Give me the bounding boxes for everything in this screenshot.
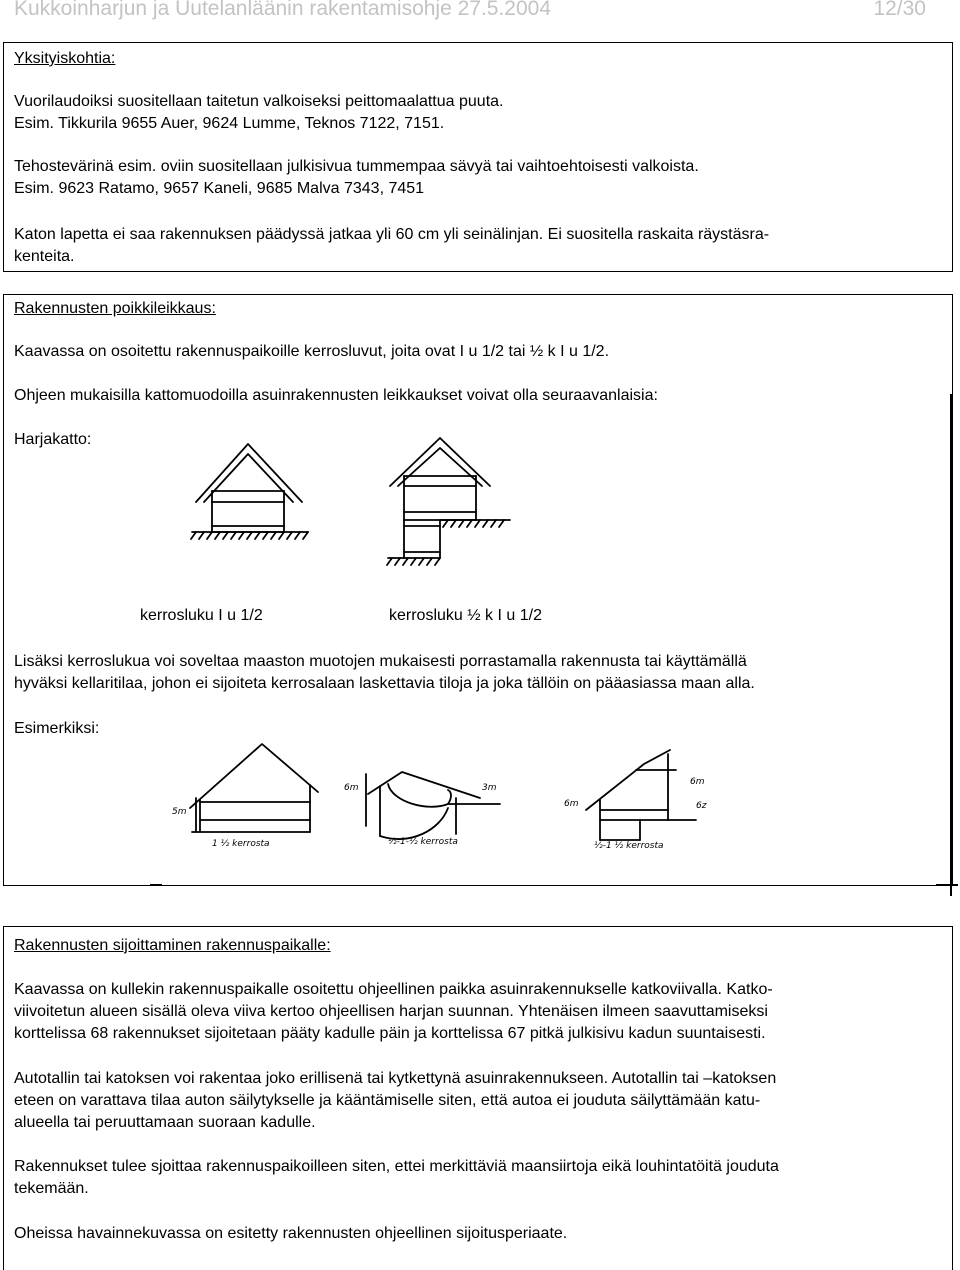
placement-text: eteen on varattava tilaa auton säilytykselle ja kääntämiselle siten, että autoa ei jouduta säilyttämään katu- <box>14 1092 761 1109</box>
harjakatto-label: Harjakatto: <box>14 431 92 448</box>
section-drawing-2 <box>378 432 518 572</box>
placement-text: viivoitetun alueen sisällä oleva viiva kertoo ohjeellisen harjan suunnan. Yhtenäisen ilmeen saavuttamiseksi <box>14 1003 768 1020</box>
details-text: Katon lapetta ei saa rakennuksen päädyssä jatkaa yli 60 cm yli seinälinjan. Ei suositella raskaita räystäsra- <box>14 226 770 243</box>
examples-label: Esimerkiksi: <box>14 720 100 737</box>
placement-text: korttelissa 68 rakennukset sijoitetaan pääty kadulle päin ja korttelissa 67 pitkä julkisivu kadun suuntaisesti. <box>14 1025 766 1042</box>
section-text: Kaavassa on osoitettu rakennuspaikoille kerrosluvut, joita ovat I u 1/2 tai ½ k I u 1/2. <box>14 343 610 360</box>
details-text: Esim. Tikkurila 9655 Auer, 9624 Lumme, Teknos 7122, 7151. <box>14 115 445 132</box>
section-text: hyväksi kellaritilaa, johon ei sijoiteta kerrosalaan laskettavia tiloja ja joka tällöin on pääasiassa maan alla. <box>14 675 755 692</box>
drawing-caption-2: kerrosluku ½ k I u 1/2 <box>389 607 542 624</box>
sketch-caption: ½-1-½ kerrosta <box>388 837 458 847</box>
section-text: Ohjeen mukaisilla kattomuodoilla asuinrakennusten leikkaukset voivat olla seuraavanlaisia: <box>14 387 658 404</box>
placement-text: tekemään. <box>14 1180 89 1197</box>
placement-text: Autotallin tai katoksen voi rakentaa joko erillisenä tai kytkettynä asuinrakennukseen. Autotallin tai –katoksen <box>14 1070 777 1087</box>
details-text: Vuorilaudoiksi suositellaan taitetun valkoiseksi peittomaalattua puuta. <box>14 93 504 110</box>
sketch-label: 6m <box>564 799 579 809</box>
placement-text: alueella tai peruuttamaan suoraan kadulle. <box>14 1114 316 1131</box>
sketch-caption: 1 ½ kerrosta <box>212 839 270 849</box>
sketch-label: 5m <box>172 807 187 817</box>
section-text: Lisäksi kerroslukua voi soveltaa maaston muotojen mukaisesti porrastamalla rakennusta tai käyttämällä <box>14 653 747 670</box>
placement-text: Rakennukset tulee sjoittaa rakennuspaikoilleen siten, ettei merkittäviä maansiirtoja eikä louhintatöitä jouduta <box>14 1158 779 1175</box>
sketch-caption: ½-1 ½ kerrosta <box>594 841 664 851</box>
box-underscore <box>150 884 162 885</box>
placement-heading: Rakennusten sijoittaminen rakennuspaikalle: <box>14 937 331 954</box>
sketch-label: 6m <box>690 777 705 787</box>
document-title: Kukkoinharjun ja Uutelanläänin rakentamisohje 27.5.2004 <box>14 0 552 20</box>
page-header <box>0 0 960 22</box>
drawing-caption-1: kerrosluku I u 1/2 <box>140 607 263 624</box>
details-text: Tehostevärinä esim. oviin suositellaan julkisivua tummempaa sävyä tai vaihtoehtoisesti valkoista. <box>14 158 699 175</box>
details-heading: Yksityiskohtia: <box>14 50 116 67</box>
box-extension-line <box>950 394 952 896</box>
details-text: kenteita. <box>14 248 75 265</box>
section-heading: Rakennusten poikkileikkaus: <box>14 300 216 317</box>
page-number: 12/30 <box>873 0 926 20</box>
section-drawing-1 <box>190 440 320 550</box>
placement-text: Kaavassa on kullekin rakennuspaikalle osoitettu ohjeellinen paikka asuinrakennukselle katkoviivalla. Katko- <box>14 981 773 998</box>
example-sketch-3 <box>560 740 710 850</box>
sketch-label: 6z <box>696 801 707 811</box>
details-text: Esim. 9623 Ratamo, 9657 Kaneli, 9685 Malva 7343, 7451 <box>14 180 425 197</box>
sketch-label: 3m <box>482 783 497 793</box>
example-sketch-1 <box>168 740 318 850</box>
placement-text: Oheissa havainnekuvassa on esitetty rakennusten ohjeellinen sijoitusperiaate. <box>14 1225 568 1242</box>
example-sketch-2 <box>340 738 500 853</box>
sketch-label: 6m <box>344 783 359 793</box>
box-extension-tick <box>936 884 958 886</box>
